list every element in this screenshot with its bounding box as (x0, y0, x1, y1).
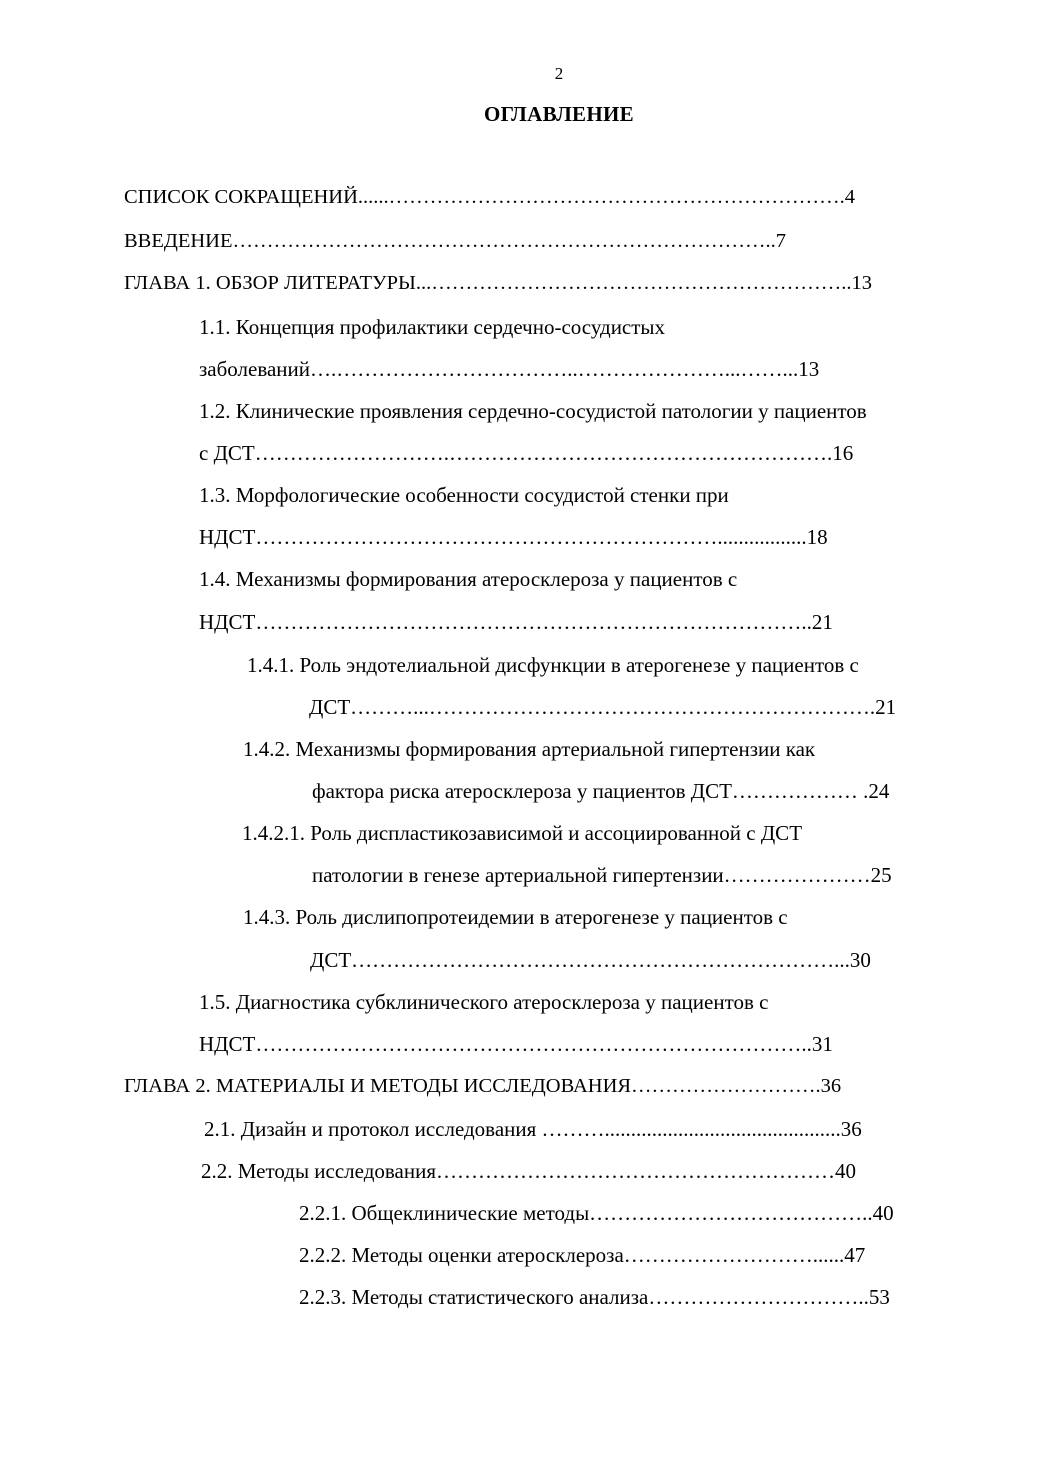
toc-entry: 2.2.1. Общеклинические методы…………………………………..40 (299, 1201, 894, 1225)
toc-entry: 2.1. Дизайн и протокол исследования ……….............................................36 (204, 1117, 862, 1141)
toc-entry: 1.4.2.1. Роль диспластикозависимой и ассоциированной с ДСТ (242, 821, 803, 845)
toc-entry: 1.4. Механизмы формирования атеросклероза у пациентов с (199, 567, 738, 591)
toc-entry: 2.2.2. Методы оценки атеросклероза………………………......47 (299, 1243, 866, 1267)
toc-entry: ДСТ………...……………………………………………………….21 (309, 695, 897, 719)
toc-entry: 2.2. Методы исследования…………………………………………………40 (201, 1159, 856, 1183)
page-number: 2 (554, 64, 564, 83)
toc-entry: заболеваний….……………………………..…………………...……...13 (199, 357, 820, 381)
toc-entry: СПИСОК СОКРАЩЕНИЙ......………………………………………………………….4 (124, 186, 856, 208)
toc-entry: 1.3. Морфологические особенности сосудистой стенки при (199, 483, 729, 507)
toc-entry: ВВЕДЕНИЕ……………………………………………………………………..7 (124, 230, 787, 252)
toc-entry: НДСТ……………………………………………………………………..31 (199, 1032, 833, 1056)
toc-entry: ДСТ……………………………………………………………...30 (310, 948, 871, 972)
toc-entry: 1.4.1. Роль эндотелиальной дисфункции в атерогенезе у пациентов с (247, 653, 859, 677)
toc-entry: НДСТ……………………………………………………………………..21 (199, 610, 833, 634)
toc-entry: с ДСТ……………………….……………………………………………….16 (199, 441, 854, 465)
toc-entry: 1.4.2. Механизмы формирования артериальной гипертензии как (243, 737, 816, 761)
toc-entry: 1.1. Концепция профилактики сердечно-сосудистых (199, 315, 666, 339)
page-title: ОГЛАВЛЕНИЕ (484, 102, 634, 126)
toc-entry: НДСТ………………………………………………………….................18 (199, 525, 828, 549)
toc-entry: ГЛАВА 1. ОБЗОР ЛИТЕРАТУРЫ...……………………………………………………..13 (124, 272, 872, 294)
toc-entry: ГЛАВА 2. МАТЕРИАЛЫ И МЕТОДЫ ИССЛЕДОВАНИЯ……………………….36 (124, 1075, 842, 1097)
toc-entry: патологии в генезе артериальной гипертензии…………………25 (312, 863, 892, 887)
toc-entry: 1.4.3. Роль дислипопротеидемии в атерогенезе у пациентов с (243, 905, 788, 929)
toc-entry: 2.2.3. Методы статистического анализа…………………………..53 (299, 1285, 890, 1309)
toc-entry: 1.2. Клинические проявления сердечно-сосудистой патологии у пациентов (199, 399, 867, 423)
toc-entry: фактора риска атеросклероза у пациентов ДСТ……………… .24 (312, 779, 890, 803)
toc-entry: 1.5. Диагностика субклинического атеросклероза у пациентов с (199, 990, 769, 1014)
